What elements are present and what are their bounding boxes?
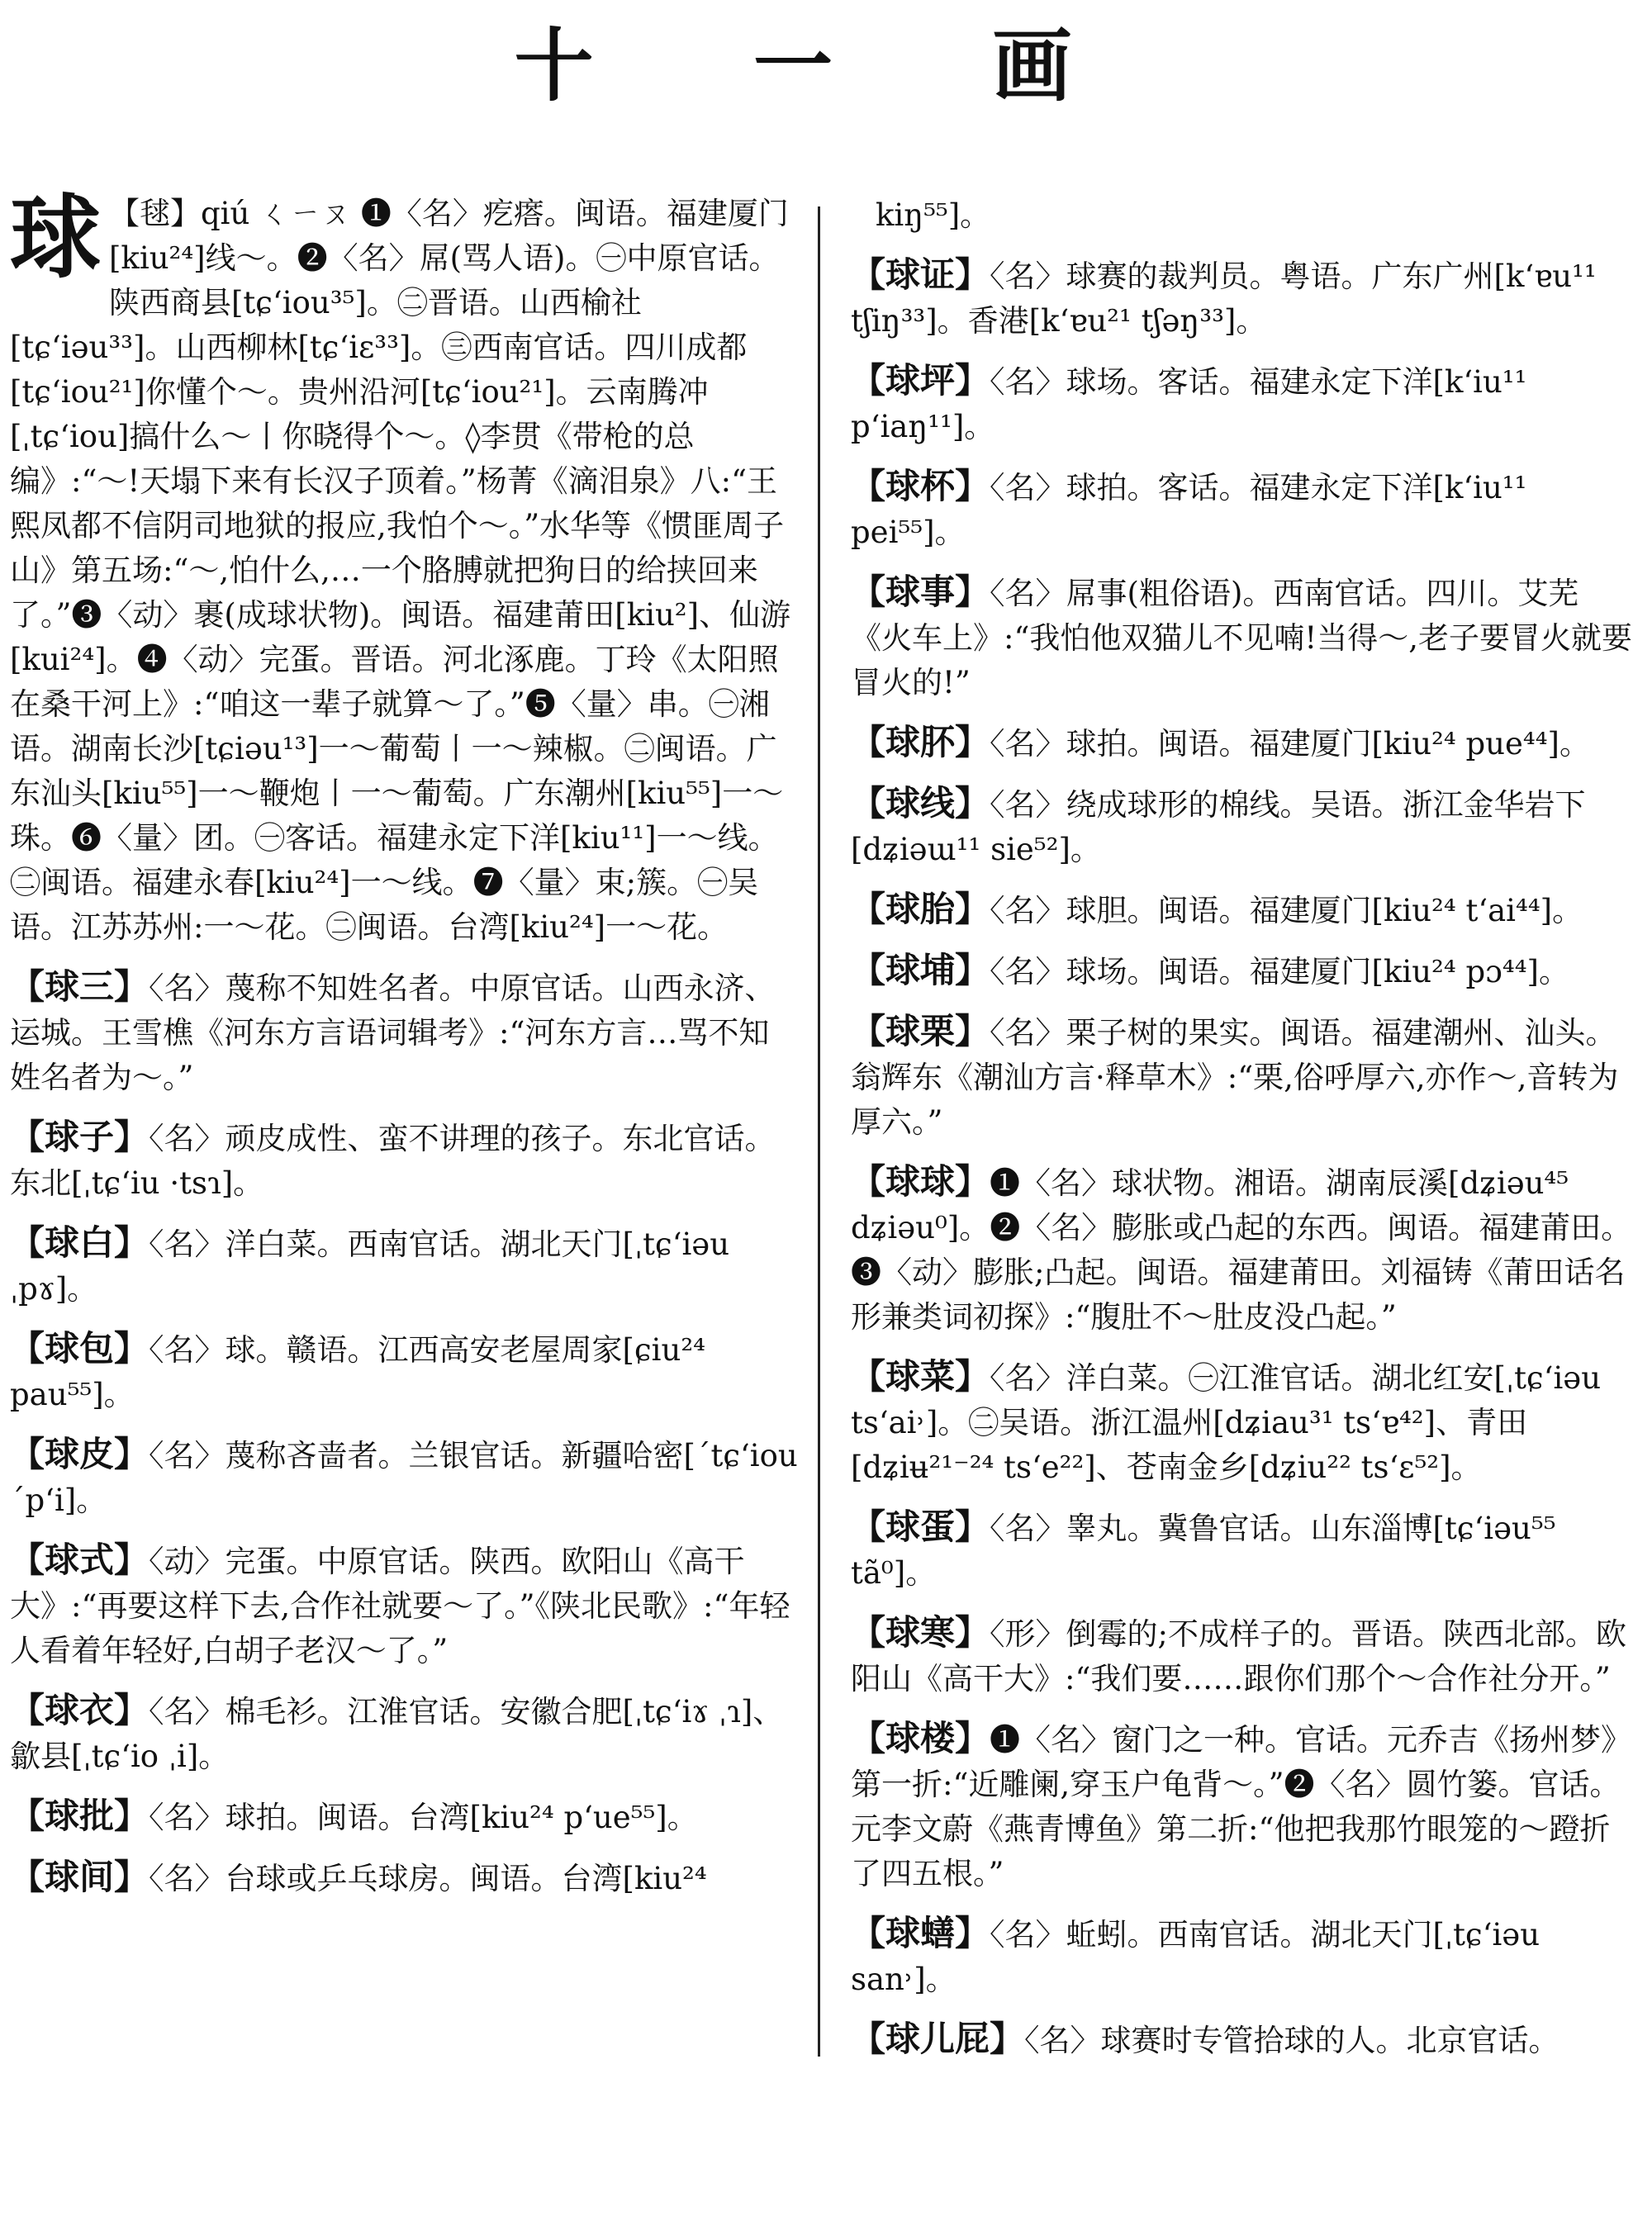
dictionary-entry [851, 464, 1640, 555]
dictionary-entry [851, 1160, 1640, 1340]
left-column [10, 184, 799, 1916]
entry-text: 〈名〉顽皮成性、蛮不讲理的孩子。东北官话。东北[ˌtɕʻiu ·tsɿ]。 [10, 1121, 776, 1201]
entry-text: 〈名〉球场。闽语。福建厦门[kiu²⁴ pɔ⁴⁴]。 [990, 954, 1569, 989]
entry-headword: 【球事】 [851, 572, 990, 612]
entry-headword: 【球式】 [10, 1540, 150, 1580]
dictionary-entry [851, 720, 1640, 766]
entry-text: 〈名〉栗子树的果实。闽语。福建潮州、汕头。翁辉东《潮汕方言·释草木》:“栗,俗呼厚六,亦作～,音转为厚六。” [851, 1015, 1619, 1140]
entry-text: 〈名〉球胆。闽语。福建厦门[kiu²⁴ tʻai⁴⁴]。 [990, 893, 1583, 928]
entry-text: 〈名〉球。赣语。江西高安老屋周家[ɕiu²⁴ pau⁵⁵]。 [10, 1332, 705, 1412]
entry-text: kiŋ⁵⁵]。 [876, 197, 991, 233]
entry-text: 〈名〉蚯蚓。西南官话。湖北天门[ˌtɕʻiəu san˒]。 [851, 1917, 1540, 1997]
entry-text: 〈名〉球拍。闽语。台湾[kiu²⁴ pʻue⁵⁵]。 [149, 1800, 698, 1835]
dictionary-entry [851, 253, 1640, 344]
dictionary-entry [10, 1794, 799, 1840]
entry-text: 〈名〉屌事(粗俗语)。西南官话。四川。艾芜《火车上》:“我怕他双猫儿不见喃!当得～,老子要冒火就要冒火的!” [851, 576, 1633, 700]
dictionary-entry [851, 948, 1640, 994]
entry-headword: 【球白】 [10, 1222, 150, 1263]
dictionary-entry [851, 1009, 1640, 1145]
page-title: 十 一 画 [514, 19, 1138, 112]
dictionary-entry [851, 358, 1640, 449]
entry-headword-main: 球 [10, 184, 101, 291]
dictionary-entry-continuation [851, 192, 1640, 238]
entry-text: 〈动〉完蛋。中原官话。陕西。欧阳山《高干大》:“再要这样下去,合作社就要～了。”《陕北民歌》:“年轻人看着年轻好,白胡子老汉～了。” [10, 1544, 790, 1668]
dictionary-entry [851, 1611, 1640, 1701]
dictionary-entry [10, 1688, 799, 1779]
entry-headword: 【球儿屁】 [851, 2019, 1025, 2059]
dictionary-entry [851, 2017, 1640, 2063]
entry-headword: 【球线】 [851, 783, 990, 823]
entry-text: 〈名〉棉毛衫。江淮官话。安徽合肥[ˌtɕʻiɤ ˌɿ]、歙县[ˌtɕʻio ˌi]。 [10, 1694, 784, 1774]
entry-text: ❶〈名〉球状物。湘语。湖南辰溪[dʑiəu⁴⁵ dʑiəu⁰]。❷〈名〉膨胀或凸起的东西。闽语。福建莆田。❸〈动〉膨胀;凸起。闽语。福建莆田。刘福铸《莆田话名形兼类词初探》:“腹肚不～肚皮没凸起。” [851, 1165, 1632, 1335]
entry-text: 〈名〉洋白菜。西南官话。湖北天门[ˌtɕʻiəu ˌpɤ]。 [10, 1226, 730, 1307]
entry-headword: 【球埔】 [851, 950, 990, 990]
entry-headword: 【球批】 [10, 1796, 150, 1836]
dictionary-entry [851, 1911, 1640, 2002]
entry-text: 〈名〉台球或乒乓球房。闽语。台湾[kiu²⁴ [149, 1861, 707, 1896]
entry-text: 〈形〉倒霉的;不成样子的。晋语。陕西北部。欧阳山《高干大》:“我们要……跟你们那个～合作社分开。” [851, 1616, 1626, 1696]
entry-headword: 【球蟮】 [851, 1913, 990, 1953]
dictionary-entry [851, 1716, 1640, 1896]
dictionary-entry [10, 1115, 799, 1206]
dictionary-entry [851, 1355, 1640, 1490]
entry-headword: 【球楼】 [851, 1718, 990, 1758]
dictionary-entry [851, 570, 1640, 705]
dictionary-entry [10, 965, 799, 1100]
entry-text: 〈名〉洋白菜。㊀江淮官话。湖北红安[ˌtɕʻiəu tsʻai˒]。㊁吴语。浙江温州[dʑiau³¹ tsʻɐ⁴²]、青田[dʑiʉ²¹⁻²⁴ tsʻe²²]、苍南金乡[dʑiu²² tsʻɛ⁵²]。 [851, 1360, 1602, 1485]
entry-headword: 【球寒】 [851, 1612, 990, 1653]
entry-text: 〈名〉球赛时专管拾球的人。北京官话。 [1024, 2023, 1559, 2058]
entry-text: 【毬】qiú ㄑㄧㄡ ❶〈名〉疙瘩。闽语。福建厦门[kiu²⁴]线～。❷〈名〉屌(骂人语)。㊀中原官话。陕西商县[tɕʻiou³⁵]。㊁晋语。山西榆社[tɕʻiəu³³]。山西柳林[tɕʻiɛ³³]。㊂西南官话。四川成都[tɕʻiou²¹]你懂个～。贵州沿河[tɕʻiou²¹]。云南腾冲[ˌtɕʻiou]搞什么～丨你晓得个～。◊李贯《带枪的总编》:“～!天塌下来有长汉子顶着。”杨菁《滴泪泉》八:“王熙凤都不信阴司地狱的报应,我怕个～。”水华等《惯匪周子山》第五场:“～,怕什么,…一个胳膊就把狗日的给挟回来了。”❸〈动〉裹(成球状物)。闽语。福建莆田[kiu²]、仙游[kui²⁴]。❹〈动〉完蛋。晋语。河北涿鹿。丁玲《太阳照在桑干河上》:“咱这一辈子就算～了。”❺〈量〉串。㊀湘语。湖南长沙[tɕiəu¹³]一～葡萄丨一～辣椒。㊁闽语。广东汕头[kiu⁵⁵]一～鞭炮丨一～葡萄。广东潮州[kiu⁵⁵]一～珠。❻〈量〉团。㊀客话。福建永定下洋[kiu¹¹]一～线。㊁闽语。福建永春[kiu²⁴]一～线。❼〈量〉束;簇。㊀吴语。江苏苏州:一～花。㊁闽语。台湾[kiu²⁴]一～花。 [10, 196, 791, 945]
entry-headword: 【球子】 [10, 1117, 150, 1157]
entry-text: 〈名〉球赛的裁判员。粤语。广东广州[kʻɐu¹¹ tʃiŋ³³]。香港[kʻɐu²¹ tʃəŋ³³]。 [851, 259, 1597, 339]
dictionary-entry [10, 1538, 799, 1673]
dictionary-entry [10, 184, 799, 950]
dictionary-entry [851, 1505, 1640, 1596]
dictionary-entry [10, 1855, 799, 1901]
entry-headword: 【球肧】 [851, 722, 990, 762]
dictionary-entry [10, 1221, 799, 1312]
entry-text: 〈名〉球拍。客话。福建永定下洋[kʻiu¹¹ pei⁵⁵]。 [851, 470, 1527, 550]
entry-headword: 【球皮】 [10, 1434, 150, 1474]
right-column [851, 192, 1640, 2078]
entry-headword: 【球杯】 [851, 466, 990, 506]
entry-headword: 【球球】 [851, 1161, 990, 1202]
entry-headword: 【球证】 [851, 254, 990, 295]
entry-text: 〈名〉球场。客话。福建永定下洋[kʻiu¹¹ pʻiaŋ¹¹]。 [851, 364, 1527, 444]
entry-text: 〈名〉球拍。闽语。福建厦门[kiu²⁴ pue⁴⁴]。 [990, 726, 1590, 762]
entry-headword: 【球坪】 [851, 360, 990, 401]
entry-headword: 【球菜】 [851, 1356, 990, 1397]
entry-text: 〈名〉绕成球形的棉线。吴语。浙江金华岩下[dʑiəɯ¹¹ sie⁵²]。 [851, 787, 1586, 867]
column-divider [818, 206, 820, 2057]
entry-headword: 【球胎】 [851, 889, 990, 929]
entry-headword: 【球包】 [10, 1328, 150, 1369]
dictionary-entry [851, 781, 1640, 872]
entry-headword: 【球蛋】 [851, 1506, 990, 1547]
dictionary-entry [851, 887, 1640, 933]
entry-text: 〈名〉蔑称吝啬者。兰银官话。新疆哈密[ˊtɕʻiou ˊpʻi]。 [10, 1438, 798, 1518]
entry-text: ❶〈名〉窗门之一种。官话。元乔吉《扬州梦》第一折:“近雕阑,穿玉户龟背～。”❷〈名〉圆竹篓。官话。元李文蔚《燕青博鱼》第二折:“他把我那竹眼笼的～蹬折了四五根。” [851, 1722, 1632, 1891]
entry-text: 〈名〉睾丸。冀鲁官话。山东淄博[tɕʻiəu⁵⁵ tã⁰]。 [851, 1511, 1556, 1591]
entry-headword: 【球三】 [10, 966, 150, 1007]
dictionary-entry [10, 1432, 799, 1523]
dictionary-entry [10, 1326, 799, 1417]
entry-headword: 【球间】 [10, 1857, 150, 1897]
entry-headword: 【球栗】 [851, 1011, 990, 1051]
entry-text: 〈名〉蔑称不知姓名者。中原官话。山西永济、运城。王雪樵《河东方言语词辑考》:“河东方言…骂不知姓名者为～。” [10, 970, 776, 1095]
entry-headword: 【球衣】 [10, 1690, 150, 1730]
